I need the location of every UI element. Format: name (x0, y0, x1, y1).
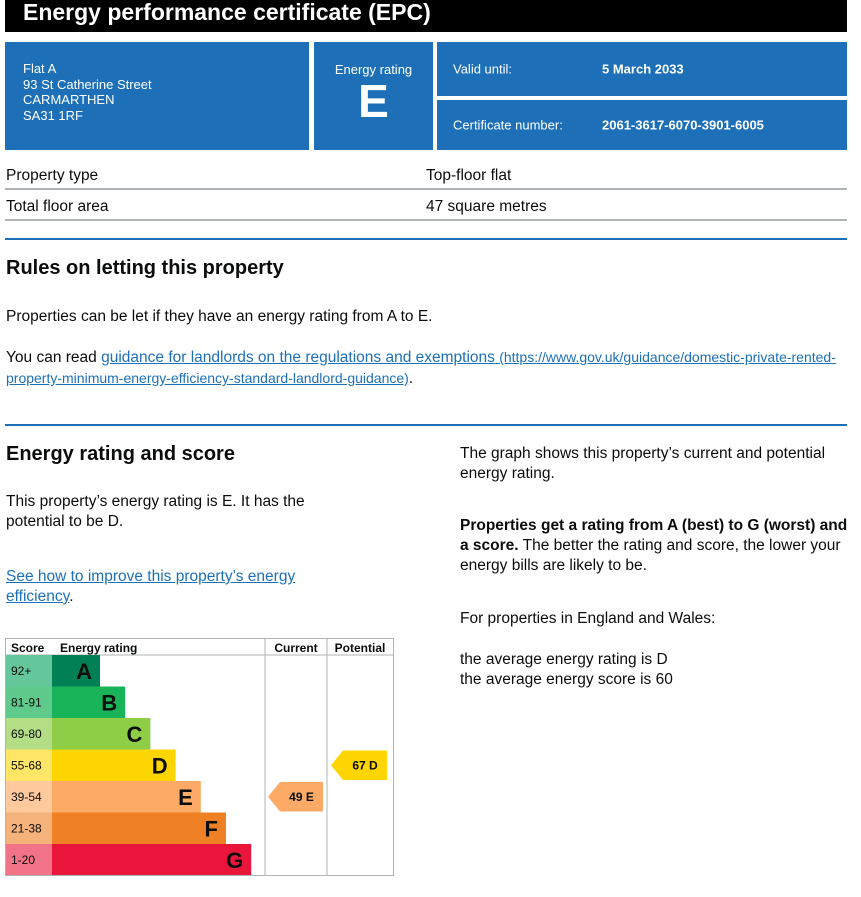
energy-rating-graph (5, 638, 394, 876)
letting-paragraph: Properties can be let if they have an energy rating from A to E. (6, 308, 433, 325)
valid-until-box (437, 42, 847, 96)
guidance-suffix: . (408, 370, 414, 387)
address-line-3: CARMARTHEN (23, 92, 115, 107)
average-score: the average energy score is 60 (460, 671, 673, 688)
energy-rating-box (314, 42, 433, 150)
rating-letter-d: D (151, 753, 168, 779)
certificate-number-box (437, 100, 847, 150)
score-label-d: 55-68 (11, 758, 42, 773)
score-paragraph: This property’s energy rating is E. It has the potential to be D. (6, 493, 305, 530)
rating-bar-f (52, 813, 226, 845)
improve-efficiency-link[interactable]: See how to improve this property’s energy efficiency (6, 568, 296, 605)
score-label-f: 21-38 (11, 821, 42, 836)
certificate-number-value: 2061-3617-6070-3901-6005 (602, 117, 764, 133)
property-address (5, 42, 309, 150)
energy-rating-chart (6, 639, 393, 875)
floor-area-row (5, 190, 847, 221)
valid-until-value: 5 March 2033 (602, 61, 684, 77)
score-heading: Energy rating and score (6, 443, 235, 465)
score-label-c: 69-80 (11, 726, 42, 741)
rating-letter-b: B (101, 690, 118, 716)
improve-suffix: . (69, 588, 74, 605)
improve-paragraph (6, 567, 346, 607)
current-rating-label: 49 E (289, 789, 314, 804)
section-divider (5, 238, 847, 240)
letting-heading: Rules on letting this property (6, 257, 284, 279)
average-rating: the average energy rating is D (460, 651, 668, 668)
property-type-value: Top-floor flat (426, 167, 512, 184)
property-type-key: Property type (6, 167, 99, 184)
page-title: Energy performance certificate (EPC) (5, 0, 847, 32)
landlord-guidance-link[interactable] (6, 349, 836, 387)
section-divider (5, 424, 847, 426)
property-type-row (5, 159, 847, 190)
rating-letter-e: E (178, 784, 193, 810)
rating-column-header: Energy rating (60, 641, 138, 655)
rating-letter-g: G (226, 847, 244, 873)
address-line-1: Flat A (23, 61, 57, 76)
guidance-prefix: You can read (6, 349, 102, 366)
address-line-4: SA31 1RF (23, 107, 83, 123)
floor-area-key: Total floor area (6, 198, 109, 215)
score-label-g: 1-20 (11, 852, 36, 867)
rating-explainer (460, 516, 848, 576)
address-line-2: 93 St Catherine Street (23, 76, 152, 92)
graph-explainer: The graph shows this property’s current and potential energy rating. (460, 445, 826, 482)
guidance-link-url: (https://www.gov.uk/guidance/domestic-private-rented-property-minimum-energy-efficiency-standard-landlord-guidance) (6, 349, 836, 386)
rating-letter-a: A (76, 658, 92, 684)
current-column-header: Current (274, 641, 318, 655)
guidance-link-text: guidance for landlords on the regulations and exemptions (101, 349, 495, 366)
score-label-e: 39-54 (11, 789, 42, 804)
energy-rating-label: Energy rating (334, 62, 413, 77)
potential-column-header: Potential (334, 641, 386, 655)
potential-rating-label: 67 D (352, 758, 378, 773)
score-label-b: 81-91 (11, 695, 42, 710)
floor-area-value: 47 square metres (426, 198, 547, 215)
letting-guidance-paragraph (6, 347, 836, 389)
rating-explainer-bold: Properties get a rating from A (best) to G (worst) and a score. (460, 517, 848, 554)
rating-letter-c: C (126, 721, 143, 747)
score-label-a: 92+ (11, 663, 32, 678)
england-wales-label: For properties in England and Wales: (460, 610, 716, 627)
valid-until-label: Valid until: (453, 61, 513, 77)
rating-letter-f: F (204, 816, 218, 842)
rating-explainer-rest: The better the rating and score, the lower your energy bills are likely to be. (460, 537, 841, 574)
rating-bar-g (52, 844, 251, 875)
score-column-header: Score (11, 641, 45, 655)
certificate-number-label: Certificate number: (453, 117, 563, 133)
energy-rating-letter: E (358, 75, 389, 127)
